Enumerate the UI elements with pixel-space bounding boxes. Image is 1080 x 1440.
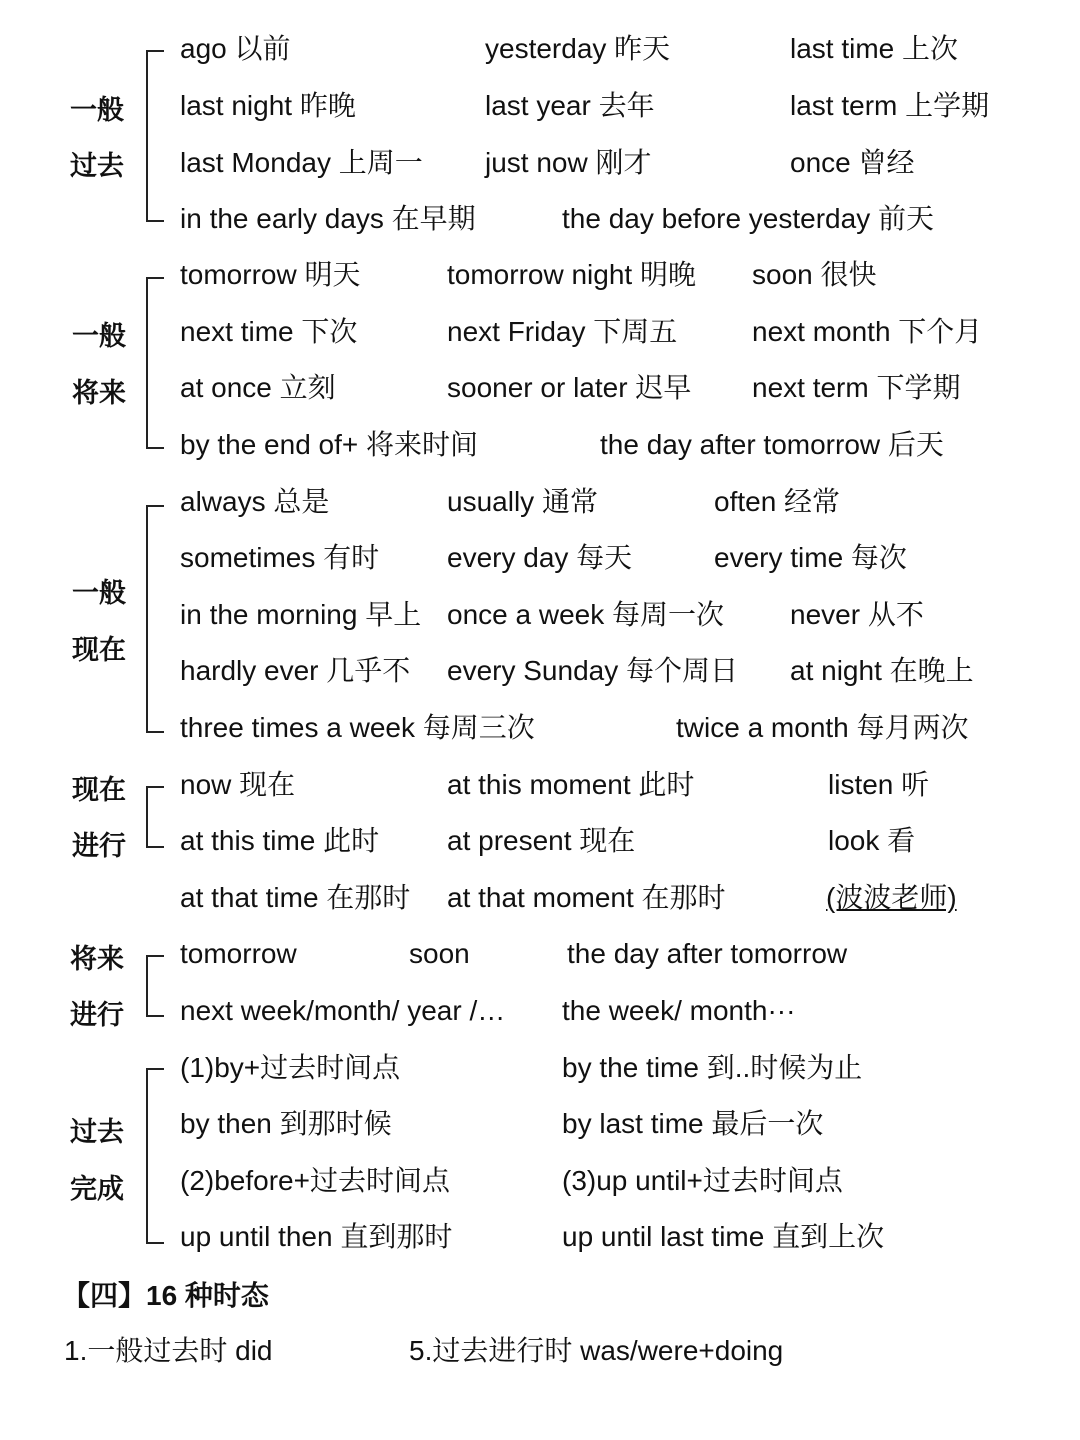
section-heading: 【四】16 种时态	[62, 1280, 269, 1311]
phrase: just now 刚才	[485, 147, 652, 178]
teacher-note: (波波老师)	[826, 882, 957, 913]
phrase: yesterday 昨天	[485, 33, 671, 64]
phrase: every day 每天	[447, 542, 633, 573]
phrase: by last time 最后一次	[562, 1108, 824, 1139]
tense-item: 5.过去进行时 was/were+doing	[409, 1335, 784, 1366]
label-progressive-1: 现在	[72, 775, 126, 805]
label-future-2: 将来	[72, 378, 126, 408]
phrase: by the end of+ 将来时间	[180, 429, 479, 460]
phrase: the day before yesterday 前天	[562, 203, 934, 234]
phrase: at that time 在那时	[180, 882, 411, 913]
phrase: now 现在	[180, 769, 296, 800]
phrase: once 曾经	[790, 147, 915, 178]
phrase: next term 下学期	[752, 372, 961, 403]
phrase: sometimes 有时	[180, 542, 380, 573]
tense-item: 1.一般过去时 did	[64, 1335, 273, 1366]
phrase: last night 昨晚	[180, 90, 356, 121]
phrase: every time 每次	[714, 542, 907, 573]
phrase: next month 下个月	[752, 316, 983, 347]
label-progressive-2: 进行	[72, 831, 126, 861]
phrase: listen 听	[828, 769, 930, 800]
brace-progressive	[146, 786, 164, 848]
label-future-prog-1: 将来	[70, 944, 124, 974]
phrase: (1)by+过去时间点	[180, 1052, 401, 1083]
phrase: next time 下次	[180, 316, 358, 347]
phrase: always 总是	[180, 486, 330, 517]
label-future-prog-2: 进行	[70, 1000, 124, 1030]
phrase: last time 上次	[790, 33, 959, 64]
phrase: next Friday 下周五	[447, 316, 678, 347]
phrase: last year 去年	[485, 90, 655, 121]
phrase: at that moment 在那时	[447, 882, 726, 913]
phrase: soon	[409, 938, 470, 969]
phrase: often 经常	[714, 486, 841, 517]
phrase: at once 立刻	[180, 372, 336, 403]
brace-past	[146, 50, 164, 222]
phrase: the day after tomorrow	[567, 938, 848, 969]
phrase: at night 在晚上	[790, 655, 974, 686]
phrase: last Monday 上周一	[180, 147, 423, 178]
phrase: look 看	[828, 825, 916, 856]
phrase: up until then 直到那时	[180, 1221, 453, 1252]
phrase: tomorrow night 明晚	[447, 259, 696, 290]
phrase: ago 以前	[180, 33, 291, 64]
phrase: the week/ month···	[562, 995, 796, 1026]
phrase: last term 上学期	[790, 90, 990, 121]
phrase: sooner or later 迟早	[447, 372, 692, 403]
phrase: three times a week 每周三次	[180, 712, 535, 743]
phrase: in the morning 早上	[180, 599, 422, 630]
phrase: by the time 到..时候为止	[562, 1052, 863, 1083]
phrase: (2)before+过去时间点	[180, 1165, 450, 1196]
brace-present	[146, 505, 164, 733]
phrase: tomorrow 明天	[180, 259, 361, 290]
phrase: in the early days 在早期	[180, 203, 476, 234]
label-present-1: 一般	[72, 578, 126, 608]
phrase: never 从不	[790, 599, 924, 630]
phrase: once a week 每周一次	[447, 599, 724, 630]
phrase: hardly ever 几乎不	[180, 655, 411, 686]
label-future-1: 一般	[72, 321, 126, 351]
phrase: twice a month 每月两次	[676, 712, 969, 743]
phrase: soon 很快	[752, 259, 877, 290]
phrase: at present 现在	[447, 825, 636, 856]
phrase: at this time 此时	[180, 825, 380, 856]
label-past-perfect-1: 过去	[70, 1117, 124, 1147]
label-past-perfect-2: 完成	[70, 1174, 124, 1204]
brace-past-perfect	[146, 1068, 164, 1244]
brace-future	[146, 277, 164, 449]
label-past-1: 一般	[70, 95, 124, 125]
label-past-2: 过去	[70, 151, 124, 181]
phrase: by then 到那时候	[180, 1108, 392, 1139]
phrase: tomorrow	[180, 938, 297, 969]
label-present-2: 现在	[72, 635, 126, 665]
phrase: at this moment 此时	[447, 769, 695, 800]
phrase: usually 通常	[447, 486, 598, 517]
phrase: up until last time 直到上次	[562, 1221, 885, 1252]
brace-future-prog	[146, 955, 164, 1017]
phrase: the day after tomorrow 后天	[600, 429, 944, 460]
phrase: next week/month/ year /…	[180, 995, 506, 1026]
phrase: (3)up until+过去时间点	[562, 1165, 843, 1196]
phrase: every Sunday 每个周日	[447, 655, 738, 686]
